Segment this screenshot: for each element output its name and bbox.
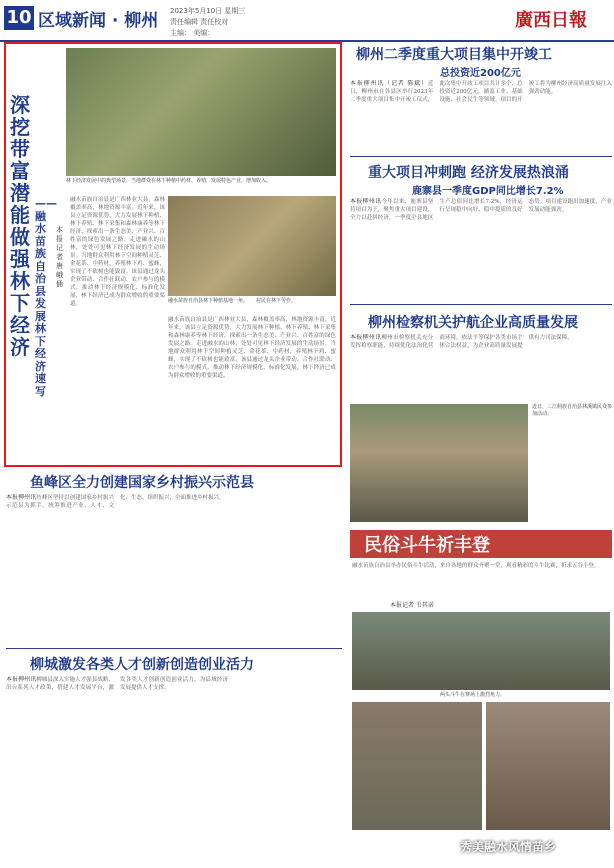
divider (350, 304, 612, 305)
section-title: 区域新闻 · 柳州 (38, 11, 159, 31)
news4-title: 鱼峰区全力创建国家乡村振兴示范县 (30, 475, 254, 491)
feature-body: 融水苗族自治县举办民俗斗牛活动，来自各地的群众齐聚一堂，观看精彩的斗牛比赛，祈求五谷丰登。 (352, 563, 600, 569)
news3-photo-caption: 近日，三江侗族自治县林溪镇民众参加活动。 (532, 404, 613, 417)
lead-photo-1-caption: 林下经济发展中的典型场景，当地群众在林下种植中药材、养殖，发展特色产业，增加收入。 (66, 178, 272, 184)
header-info: 2023年5月10日 星期三 责任编辑 责任校对 主编： 美编： (170, 7, 246, 37)
lead-photo-3-caption: 村民在林下劳作。 (256, 298, 297, 304)
lead-photo-2-caption: 融水苗族自治县林下种植基地一角。 (168, 298, 249, 304)
news5-body: 本报柳州讯柳城县深入实施人才强县战略，出台系列人才政策，搭建人才发展平台，激发各类人才创新创造创业活力，为县域经济发展提供人才支撑。 (6, 676, 228, 691)
news5-title: 柳城激发各类人才创新创造创业活力 (30, 657, 254, 673)
news3-title: 柳州检察机关护航企业高质量发展 (368, 315, 578, 331)
feature-title: 民俗斗牛祈丰登 (364, 535, 490, 556)
feature-photo-1 (352, 612, 610, 690)
feature-photo-caption: 两头斗牛在赛场上激烈角力。 (440, 692, 506, 698)
page-number: 10 (4, 6, 34, 30)
news1-title: 柳州二季度重大项目集中开竣工 (356, 47, 552, 63)
feature-photo-2 (352, 702, 482, 830)
news2-subtitle: 鹿寨县一季度GDP同比增长7.2% (412, 186, 564, 197)
lead-subtitle: ——融水苗族自治县发展林下经济速写 (35, 197, 57, 398)
lead-body-b: 融水苗族自治县是广西林业大县，森林覆盖率高，林地资源丰富。近年来，该县立足资源优势，大力发展林下种植、林下养殖、林下采集和森林康养等林下经济，探索出一条生态美、产业兴、百姓富的绿色发展之路。走进融水的山林，处处可见林下经济发展的生动场景。当地群众利用林下空间种植灵芝、金花茶、中药材，养殖林下鸡、蜜蜂，实现了不砍树也能致富。该县通过龙头企业带动、合作社联动、农户参与的模式，推动林下经济规模化、标准化发展，林下经济已成为群众增收的重要渠道。 (168, 317, 336, 379)
watermark: 秀美融水风情苗乡 (460, 840, 557, 854)
news2-body: 本报柳州讯今年以来，鹿寨县坚持项目为王，聚焦重大项目建设，全力以赴拼经济，一季度全县地区生产总值同比增长7.2%，经济运行呈现稳中向好、稳中提质的良好态势。项目建设跑出加速度，产业发展动能强劲。 (350, 198, 612, 221)
news3-photo (350, 404, 528, 522)
news3-body: 本报柳州讯柳州市检察机关充分发挥检察职能，持续优化法治化营商环境，依法平等保护各类市场主体合法权益，为企业高质量发展提供有力司法保障。 (350, 334, 573, 349)
lead-photo-2 (168, 196, 336, 296)
feature-byline: 本报记者 韦其诺 (390, 602, 434, 609)
news1-subtitle: 总投资近200亿元 (440, 68, 521, 79)
lead-byline: 本报记者 唐峨俑 (56, 226, 63, 288)
lead-photo-1 (66, 48, 336, 176)
news4-body: 本报柳州讯鱼峰区坚持以创建国家乡村振兴示范县为抓手，统筹推进产业、人才、文化、生态、组织振兴，全面推进乡村振兴。 (6, 494, 225, 509)
news1-body: 本报柳州讯（记者 陈斌）近日，柳州市在各县区举行2023年二季度重大项目集中开竣工仪式，此次集中开竣工项目共计多个，总投资近200亿元，涵盖工业、基础设施、社会民生等领域。项目的开竣工将为柳州经济高质量发展注入强劲动能。 (350, 80, 612, 103)
news2-title: 重大项目冲刺跑 经济发展热浪涌 (368, 165, 569, 181)
lead-title: 深挖带富潜能 做强林下经济 (10, 93, 30, 359)
feature-photo-3 (486, 702, 610, 830)
divider (6, 648, 342, 649)
newspaper-logo: 廣西日報 (515, 10, 587, 31)
divider (350, 156, 612, 157)
lead-body-a: 融水苗族自治县是广西林业大县，森林覆盖率高，林地资源丰富。近年来，该县立足资源优势，大力发展林下种植、林下养殖、林下采集和森林康养等林下经济，探索出一条生态美、产业兴、百姓富的绿色发展之路。走进融水的山林，处处可见林下经济发展的生动场景。当地群众利用林下空间种植灵芝、金花茶、中药材，养殖林下鸡、蜜蜂，实现了不砍树也能致富。该县通过龙头企业带动、合作社联动、农户参与的模式，推动林下经济规模化、标准化发展，林下经济已成为群众增收的重要渠道。 (70, 197, 165, 307)
